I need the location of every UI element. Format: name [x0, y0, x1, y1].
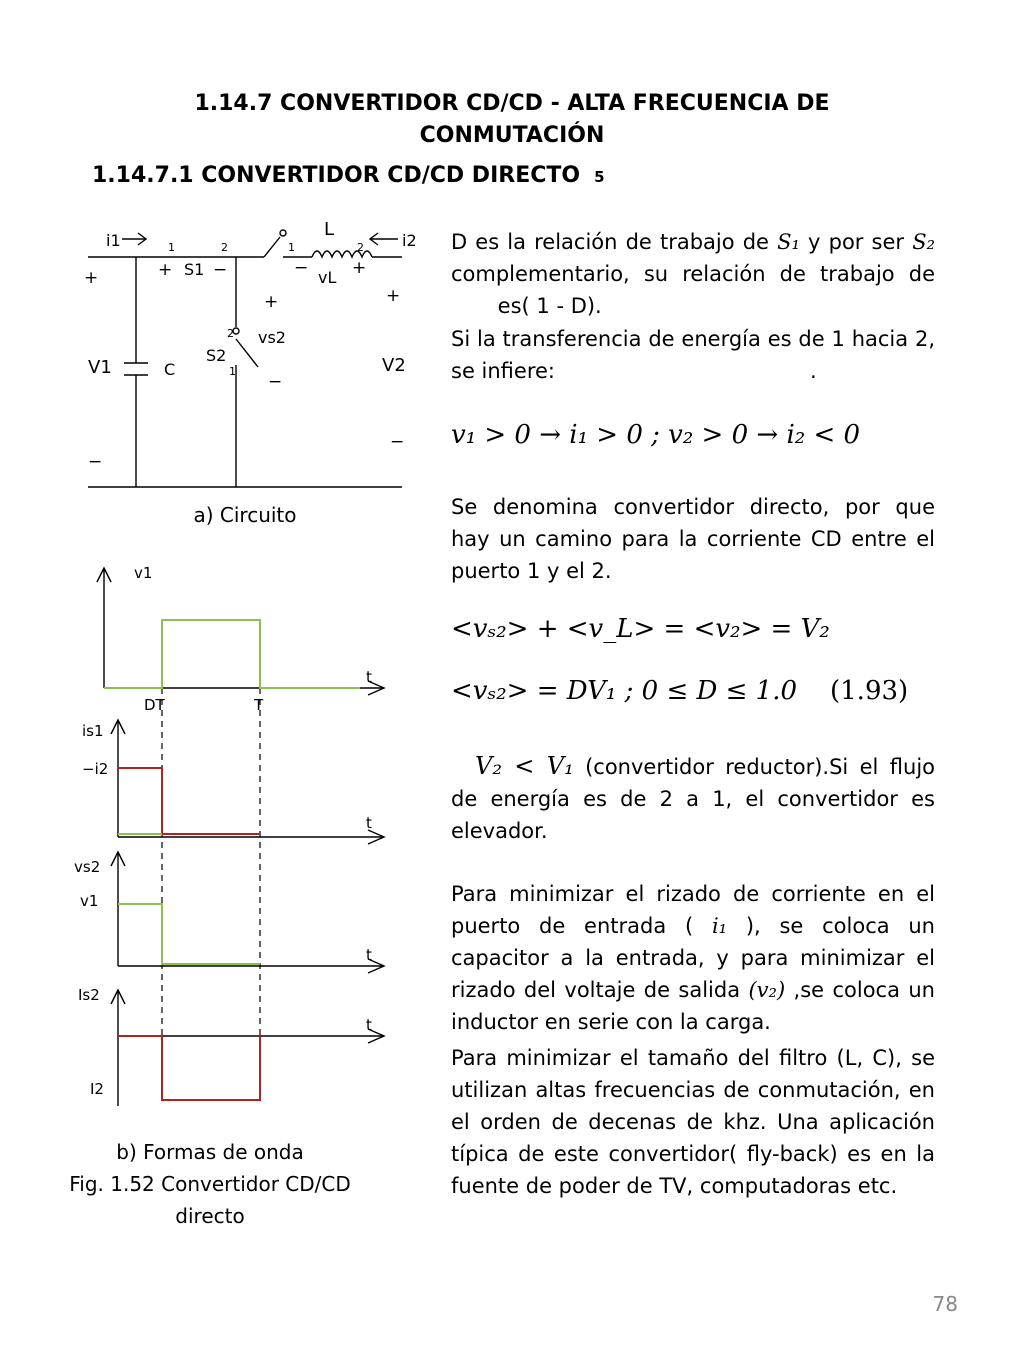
label-i1: i1 [106, 231, 121, 250]
section-heading-line2: CONMUTACIÓN [419, 123, 605, 148]
p5-i1: i₁ [711, 914, 728, 938]
label-S1: S1 [184, 260, 205, 279]
section-heading [0, 88, 1024, 152]
node-s1-2: 2 [221, 241, 228, 254]
reference-number: 5 [594, 168, 605, 186]
v2-minus: − [390, 432, 405, 452]
paragraph-filter: Para minimizar el tamaño del filtro (L, C), se utilizan altas frecuencias de conmutación, en el orden de decenas de khz. Una aplicación típica de este convertidor( fly-back) es en la fuente de poder de TV, computadoras etc. [451, 1046, 935, 1198]
v2-plus: + [386, 286, 401, 306]
label-T: T [254, 696, 264, 714]
trace-is1 [118, 768, 260, 834]
subsection-heading-text: 1.14.7.1 CONVERTIDOR CD/CD DIRECTO [92, 163, 581, 188]
p2-text: Si la transferencia de energía es de 1 hacia 2, se infiere: [451, 327, 935, 383]
vl-plus: + [352, 258, 367, 278]
axis-label-Is2: Is2 [78, 986, 100, 1004]
p2-dot: . [810, 359, 817, 383]
axis-label-t4: t [366, 1016, 372, 1034]
p5-text-c: ,se coloca un inductor en serie con la carga. [451, 978, 935, 1034]
p5-text-b: ), se coloca un capacitor a la entrada, y para minimizar el rizado del voltaje de salida [451, 914, 935, 1002]
paragraph-transfer [451, 323, 935, 387]
p5-text-a: Para minimizar el rizado de corriente en el puerto de entrada ( [451, 882, 935, 938]
label-S2: S2 [206, 346, 227, 365]
label-i2: i2 [402, 231, 417, 250]
vl-minus: − [294, 258, 309, 278]
label-L: L [324, 219, 335, 240]
node-l-2: 2 [357, 241, 364, 254]
node-s2-2: 2 [227, 327, 234, 340]
axis-label-v1-level: v1 [80, 892, 99, 910]
axis-label-t3: t [366, 946, 372, 964]
p1-text-d: es( 1 - D). [491, 294, 602, 318]
p1-text-c: complementario, su relación de trabajo de [451, 262, 935, 286]
vs2-minus: − [268, 372, 283, 392]
axis-label-v1: v1 [134, 564, 153, 582]
axis-label-t2: t [366, 814, 372, 832]
equation-number-text: (1.93) [830, 676, 909, 706]
label-vL: vL [318, 268, 337, 287]
label-V1: V1 [88, 357, 112, 378]
page-number: 78 [932, 1292, 958, 1316]
label-V2: V2 [382, 355, 406, 376]
v1-plus: + [84, 268, 99, 288]
v1-minus: − [88, 452, 103, 472]
axis-label-neg-i2: −i2 [82, 760, 109, 778]
p1-text-b: y por ser [799, 230, 913, 254]
node-l-1: 1 [288, 241, 295, 254]
trace-vs2 [118, 904, 260, 964]
p1-s1: S₁ [777, 230, 800, 254]
equation-signs: v₁ > 0 → i₁ > 0 ; v₂ > 0 → i₂ < 0 [451, 420, 861, 450]
section-heading-line1: 1.14.7 CONVERTIDOR CD/CD - ALTA FRECUENCIA DE [194, 91, 830, 116]
label-C: C [164, 360, 176, 379]
label-DT: DT [144, 696, 165, 714]
paragraph-ripple [451, 878, 935, 1038]
paragraph-duty-cycle [451, 226, 935, 322]
axis-label-t1: t [366, 668, 372, 686]
equation-number [830, 676, 908, 706]
trace-is2 [118, 1036, 260, 1100]
p4-inequality: V₂ < V₁ [475, 752, 574, 780]
p4-text: (convertidor reductor).Si el flujo de energía es de 2 a 1, el convertidor es elevador. [451, 755, 935, 843]
p5-v2: (v₂) [748, 978, 786, 1002]
axis-label-I2: I2 [90, 1080, 104, 1098]
vs2-plus: + [264, 292, 279, 312]
s1-plus: + [158, 260, 173, 280]
p1-s2: S₂ [912, 230, 935, 254]
paragraph-direct: Se denomina convertidor directo, por que hay un camino para la corriente CD entre el puerto 1 y el 2. [451, 495, 935, 583]
paragraph-reductor [451, 750, 935, 847]
axis-label-vs2: vs2 [74, 858, 101, 876]
waveform-diagram [70, 560, 400, 1120]
label-vs2: vs2 [258, 328, 286, 347]
caption-circuit: a) Circuito [193, 503, 297, 527]
s1-minus: − [213, 260, 228, 280]
subsection-heading [92, 163, 605, 188]
figure-caption-line2: directo [175, 1204, 245, 1228]
node-s1-1: 1 [168, 241, 175, 254]
equation-duty: <vₛ₂> = DV₁ ; 0 ≤ D ≤ 1.0 [451, 676, 797, 706]
node-s2-1: 1 [229, 365, 236, 378]
trace-v1 [104, 620, 360, 688]
circuit-diagram [80, 215, 430, 500]
axis-label-is1: is1 [82, 722, 104, 740]
caption-waveforms: b) Formas de onda [116, 1140, 304, 1164]
equation-average: <vₛ₂> + <v_L> = <v₂> = V₂ [451, 614, 830, 644]
p1-text-a: D es la relación de trabajo de [451, 230, 778, 254]
figure-caption-line1: Fig. 1.52 Convertidor CD/CD [69, 1172, 351, 1196]
